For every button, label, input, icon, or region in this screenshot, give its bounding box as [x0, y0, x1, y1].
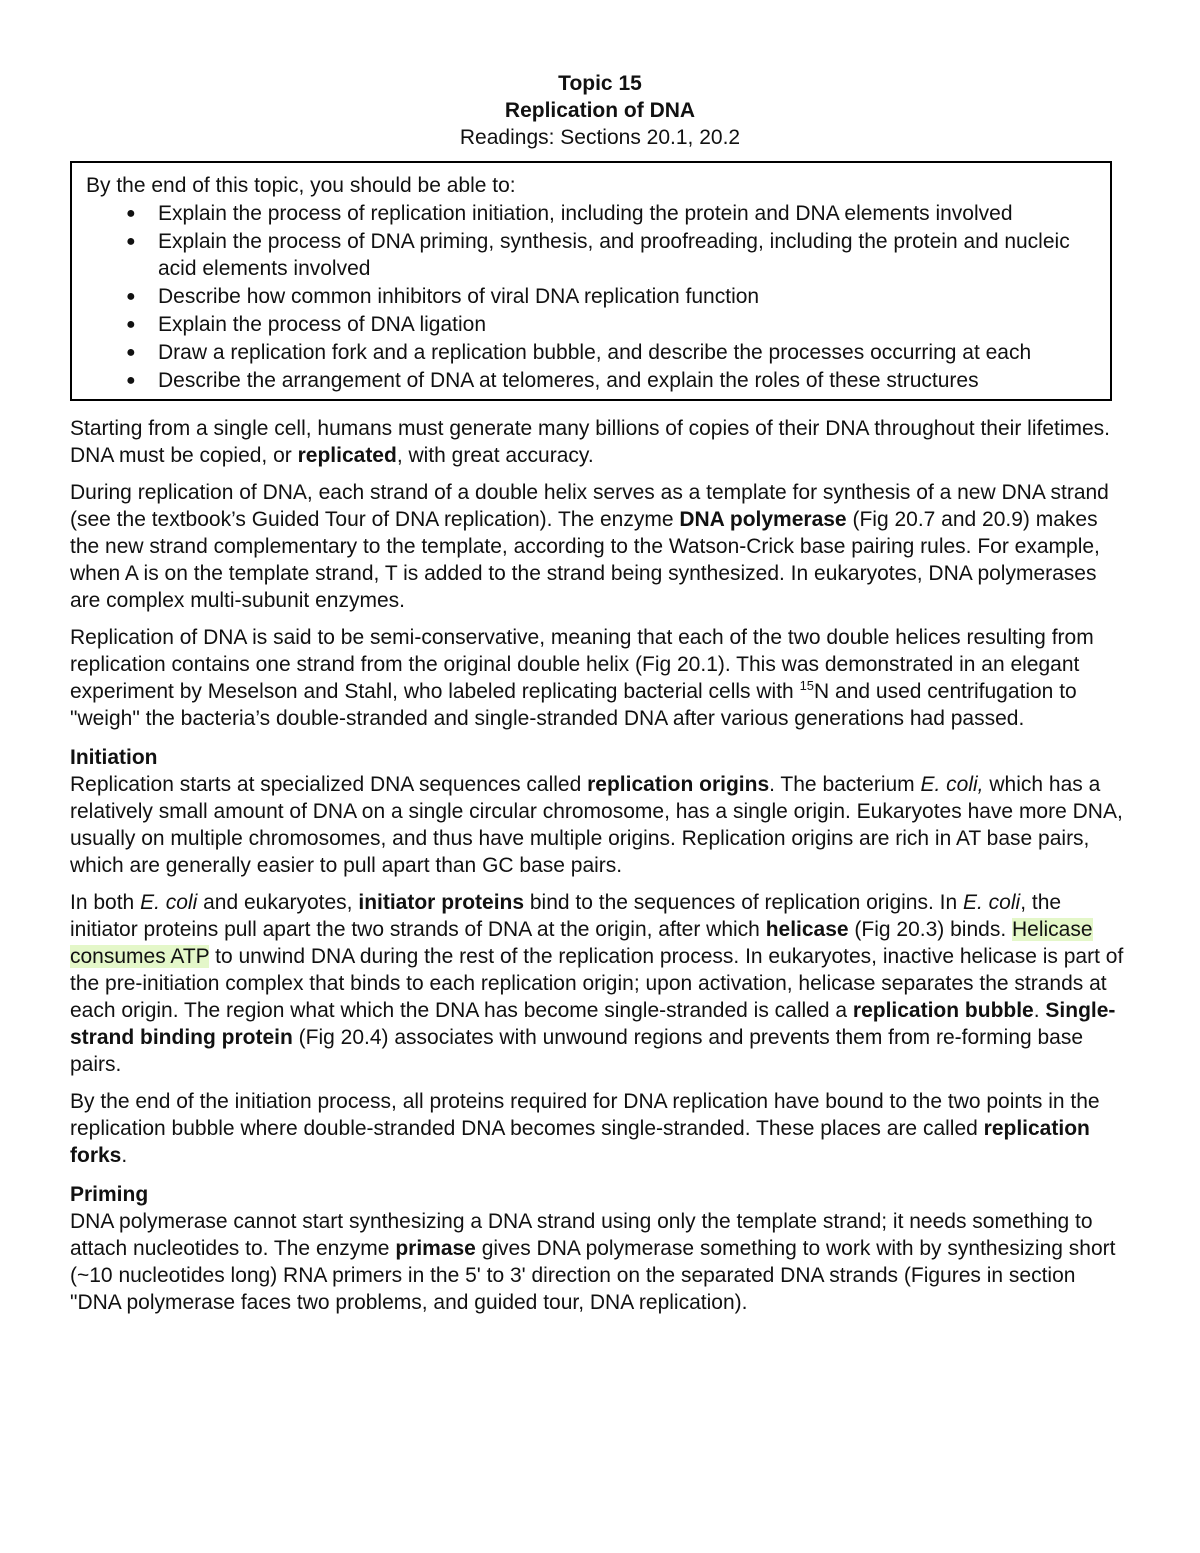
intro-paragraph	[70, 415, 1130, 469]
section-heading: Priming	[70, 1183, 149, 1206]
text-run: , with great accuracy.	[396, 444, 594, 467]
key-term: DNA polymerase	[679, 508, 847, 531]
document-page	[70, 70, 1130, 1316]
text-run: and eukaryotes,	[197, 891, 359, 914]
objective-text: Describe how common inhibitors of viral DNA replication function	[158, 285, 760, 308]
key-term: replication origins	[587, 773, 770, 796]
bullet-icon: ●	[126, 372, 136, 389]
text-run: By the end of the initiation process, all proteins required for DNA replication have bound to the two points in the replication bubble where double-stranded DNA becomes single-stranded. These places are called	[70, 1090, 1100, 1140]
text-run: DNA polymerase cannot start synthesizing a DNA strand using only the template strand; it needs something to attach nucleotides to. The enzyme	[70, 1210, 1093, 1260]
readings-line: Readings: Sections 20.1, 20.2	[459, 126, 741, 149]
polymerase-paragraph	[70, 479, 1130, 614]
text-run: N and used centrifugation to "weigh" the bacteria’s double-stranded and single-stranded DNA after various generations had passed.	[70, 680, 1077, 730]
section-heading: Initiation	[70, 746, 158, 769]
text-run: Replication of DNA is said to be semi-conservative, meaning that each of the two double helices resulting from replication contains one strand from the original double helix (Fig 20.1). This was demonstrated in an elegant experiment by Meselson and Stahl, who labeled replicating bacterial cells with	[70, 626, 1094, 703]
bullet-icon: ●	[126, 233, 136, 250]
objective-text: Explain the process of DNA priming, synthesis, and proofreading, including the protein and nucleic acid elements involved	[158, 230, 1070, 280]
page-header	[70, 70, 1130, 151]
superscript: 15	[799, 678, 815, 693]
key-term: replicated	[297, 444, 397, 467]
species-name: E. coli,	[920, 773, 984, 796]
text-run: .	[121, 1144, 128, 1167]
key-term: initiator proteins	[358, 891, 525, 914]
species-name: E. coli	[140, 891, 198, 914]
text-run: During replication of DNA, each strand of a double helix serves as a template for synthesis of a new DNA strand (see the textbook’s Guided Tour of DNA replication). The enzyme	[70, 481, 1109, 531]
priming-paragraph-1	[70, 1208, 1130, 1316]
bullet-icon: ●	[126, 288, 136, 305]
text-run: (Fig 20.3) binds.	[848, 918, 1012, 941]
learning-objectives-box	[70, 161, 1112, 401]
key-term: helicase	[765, 918, 849, 941]
bullet-icon: ●	[126, 316, 136, 333]
bullet-icon: ●	[126, 205, 136, 222]
species-name: E. coli	[963, 891, 1021, 914]
objective-text: Explain the process of DNA ligation	[158, 313, 487, 336]
objective-item	[86, 311, 1096, 338]
objective-text: Draw a replication fork and a replication bubble, and describe the processes occurring at each	[158, 341, 1032, 364]
objectives-intro: By the end of this topic, you should be able to:	[86, 174, 516, 197]
objective-item	[86, 367, 1096, 394]
text-run: Starting from a single cell, humans must generate many billions of copies of their DNA throughout their lifetimes. DNA must be copied, or	[70, 417, 1111, 467]
key-term: primase	[395, 1237, 476, 1260]
text-run: In both	[70, 891, 141, 914]
objective-text: Explain the process of replication initiation, including the protein and DNA elements involved	[158, 202, 1013, 225]
initiation-paragraph-3	[70, 1088, 1130, 1169]
objective-item	[86, 339, 1096, 366]
text-run: (Fig 20.4) associates with unwound regions and prevents them from re-forming base pairs.	[70, 1026, 1084, 1076]
topic-number: Topic 15	[558, 72, 642, 95]
objective-item	[86, 228, 1096, 282]
text-run: Replication starts at specialized DNA sequences called	[70, 773, 588, 796]
text-run: . The bacterium	[769, 773, 921, 796]
initiation-paragraph-2	[70, 889, 1130, 1078]
objectives-list	[86, 200, 1096, 394]
text-run: to unwind DNA during the rest of the replication process. In eukaryotes, inactive helicase is part of the pre-initiation complex that binds to each replication origin; upon activation, helicase separates the strands at each origin. The region what which the DNA has become single-stranded is called a	[70, 945, 1124, 1022]
initiation-paragraph-1	[70, 771, 1130, 879]
text-run: which has a relatively small amount of DNA on a single circular chromosome, has a single origin. Eukaryotes have more DNA, usually on multiple chromosomes, and thus have multiple origins. Replication origins are rich in AT base pairs, which are generally easier to pull apart than GC base pairs.	[70, 773, 1123, 877]
highlighted-text: Helicase consumes ATP	[70, 918, 1093, 968]
objective-item	[86, 200, 1096, 227]
text-run: , the initiator proteins pull apart the two strands of DNA at the origin, after which	[70, 891, 1062, 941]
objective-text: Describe the arrangement of DNA at telomeres, and explain the roles of these structures	[158, 369, 979, 392]
page-title: Replication of DNA	[504, 99, 696, 122]
text-run: (Fig 20.7 and 20.9) makes the new strand complementary to the template, according to the Watson-Crick base pairing rules. For example, when A is on the template strand, T is added to the strand being synthesized. In eukaryotes, DNA polymerases are complex multi-subunit enzymes.	[70, 508, 1100, 612]
initiation-section	[70, 744, 1130, 1169]
key-term: replication forks	[70, 1117, 1090, 1167]
key-term: replication bubble	[852, 999, 1034, 1022]
text-run: bind to the sequences of replication origins. In	[524, 891, 963, 914]
bullet-icon: ●	[126, 344, 136, 361]
semiconservative-paragraph	[70, 624, 1130, 732]
objective-item	[86, 283, 1096, 310]
text-run: gives DNA polymerase something to work with by synthesizing short (~10 nucleotides long) RNA primers in the 5' to 3' direction on the separated DNA strands (Figures in section "DNA polymerase faces two problems, and guided tour, DNA replication).	[70, 1237, 1116, 1314]
key-term: Single-strand binding protein	[70, 999, 1116, 1049]
priming-section	[70, 1181, 1130, 1316]
text-run: .	[1033, 999, 1046, 1022]
